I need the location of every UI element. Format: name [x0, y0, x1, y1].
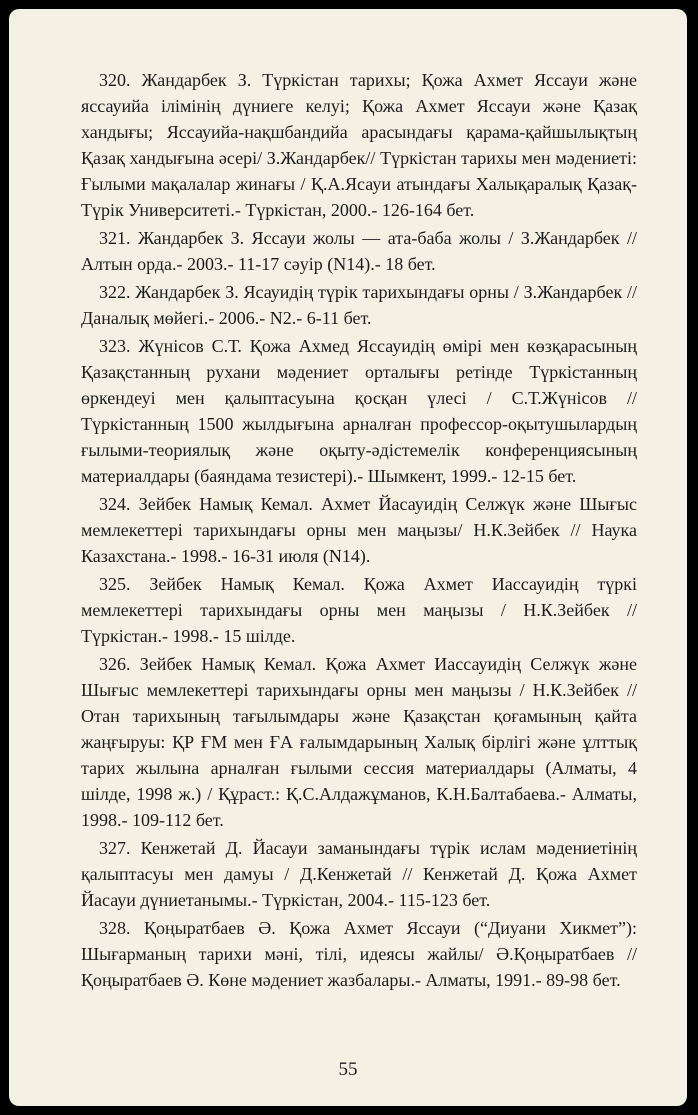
- book-page: [9, 9, 687, 1106]
- bibliography-entry-327: 327. Кенжетай Д. Йасауи заманындағы түрік ислам мәдениетінің қалыптасуы мен дамуы / Д.Кенжетай // Кенжетай Д. Қожа Ахмет Йасауи дүниетанымы.- Түркістан, 2004.- 115-123 бет.: [81, 838, 637, 910]
- bibliography-entry-322: 322. Жандарбек З. Ясауидің түрік тарихындағы орны / З.Жандарбек // Даналық мөйегі.- 2006.- N2.- 6-11 бет.: [81, 282, 637, 328]
- bibliography-entry-324: 324. Зейбек Намық Кемал. Ахмет Йасауидің Селжүк және Шығыс мемлекеттері тарихындағы орны мен маңызы/ Н.К.Зейбек // Наука Казахстана.- 1998.- 16-31 июля (N14).: [81, 494, 637, 566]
- bibliography-entry-325: 325. Зейбек Намық Кемал. Қожа Ахмет Иассауидің түркі мемлекеттері тарихындағы орны мен маңызы / Н.К.Зейбек // Түркістан.- 1998.- 15 шілде.: [81, 574, 637, 646]
- bibliography-list: [81, 67, 637, 995]
- bibliography-entry-326: 326. Зейбек Намық Кемал. Қожа Ахмет Иассауидің Селжүк және Шығыс мемлекеттері тарихындағы орны мен маңызы / Н.К.Зейбек // Отан тарихының тағылымдары және Қазақстан қоғамының қайта жаңғыруы: ҚР ҒМ мен ҒА ғалымдарының Халық бірлігі және ұлттық тарих жылына арналған ғылыми сессия материалдары (Алматы, 4 шілде, 1998 ж.) / Құраст.: Қ.С.Алдажұманов, К.Н.Балтабаева.- Алматы, 1998.- 109-112 бет.: [81, 654, 637, 830]
- bibliography-entry-323: 323. Жүнісов С.Т. Қожа Ахмед Яссауидің өмірі мен көзқарасының Қазақстанның рухани мәдениет орталығы ретінде Түркістанның өркендеуі мен қалыптасуына қосқан үлесі / С.Т.Жүнісов // Түркістанның 1500 жылдығына арналған профессор-оқытушылардың ғылыми-теориялық және оқыту-әдістемелік конференциясының материалдары (баяндама тезистері).- Шымкент, 1999.- 12-15 бет.: [81, 336, 637, 486]
- bibliography-entry-328: 328. Қоңыратбаев Ә. Қожа Ахмет Яссауи (“Диуани Хикмет”): Шығарманың тарихи мәні, тілі, идеясы жайлы/ Ә.Қоңыратбаев // Қоңыратбаев Ә. Көне мәдениет жазбалары.- Алматы, 1991.- 89-98 бет.: [81, 918, 637, 990]
- page-number: 55: [338, 1059, 358, 1080]
- bibliography-entry-320: 320. Жандарбек З. Түркістан тарихы; Қожа Ахмет Яссауи және яссауийа ілімінің дүниеге келуі; Қожа Ахмет Яссауи және Қазақ хандығы; Яссауийа-нақшбандийа арасындағы қарама-қайшылықтың Қазақ хандығына әсері/ З.Жандарбек// Түркістан тарихы мен мәдениеті: Ғылыми мақалалар жинағы / Қ.А.Ясауи атындағы Халықаралық Қазақ-Түрік Университеті.- Түркістан, 2000.- 126-164 бет.: [81, 70, 637, 220]
- bibliography-entry-321: 321. Жандарбек З. Яссауи жолы — ата-баба жолы / З.Жандарбек // Алтын орда.- 2003.- 11-17 сәуір (N14).- 18 бет.: [81, 228, 637, 274]
